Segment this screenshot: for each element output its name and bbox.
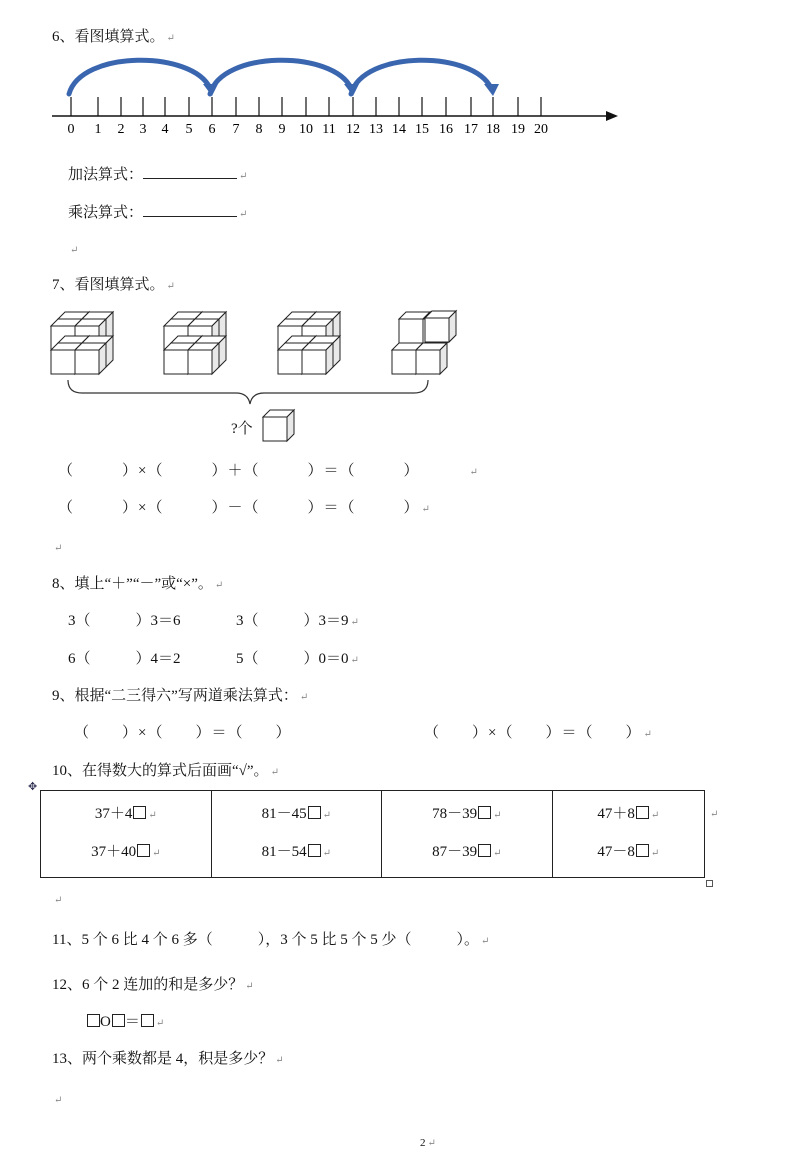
q8-item-4: 5（ ）0＝0 ↵ bbox=[236, 651, 359, 667]
q8-item-3: 6（ ）4＝2 bbox=[68, 651, 181, 667]
jump-arc bbox=[351, 60, 491, 94]
unit-cube bbox=[188, 343, 219, 374]
compare-item[interactable]: 87－39 ↵ bbox=[432, 844, 502, 860]
tick-label: 6 bbox=[208, 122, 216, 137]
q8-item-2: 3（ ）3＝9 ↵ bbox=[236, 613, 359, 629]
tick-label: 18 bbox=[486, 122, 500, 137]
unit-cube bbox=[425, 311, 456, 342]
jump-arc bbox=[69, 60, 210, 94]
unit-cube bbox=[75, 343, 106, 374]
q9-eq2: （ ）×（ ）＝（ ） ↵ bbox=[424, 725, 653, 741]
tick-label: 9 bbox=[278, 122, 286, 137]
add-answer-blank[interactable] bbox=[143, 164, 237, 179]
q7-row2: （ ）×（ ）－（ ）＝（ ） ↵ bbox=[58, 500, 431, 516]
operator-circle[interactable]: O bbox=[100, 1014, 111, 1030]
q9-eq1: （ ）×（ ）＝（ ） bbox=[74, 725, 292, 741]
jump-arrow-icon bbox=[484, 84, 499, 96]
q11-text: 11、5 个 6 比 4 个 6 多（ ），3 个 5 比 5 个 5 少（ ）。 ↵ bbox=[52, 932, 490, 948]
q12-title: 12、6 个 2 连加的和是多少？ ↵ bbox=[52, 977, 254, 993]
tick-label: 15 bbox=[415, 122, 429, 137]
page-number: 2 ↵ bbox=[420, 1137, 436, 1149]
check-box[interactable] bbox=[133, 806, 146, 819]
tick-label: 11 bbox=[322, 122, 336, 137]
q6-add-row: 加法算式： ↵ bbox=[68, 164, 247, 186]
compare-item[interactable]: 47＋8 ↵ bbox=[597, 806, 660, 822]
q10-title: 10、在得数大的算式后面画“√”。 ↵ bbox=[52, 763, 279, 779]
axis-arrow-icon bbox=[606, 111, 618, 121]
q8-title: 8、填上“＋”“－”或“×”。 ↵ bbox=[52, 576, 224, 592]
check-box[interactable] bbox=[478, 844, 491, 857]
mul-answer-blank[interactable] bbox=[143, 202, 237, 217]
compare-cell bbox=[382, 791, 553, 878]
tick-label: 2 bbox=[117, 122, 125, 137]
paragraph-mark: ↵ bbox=[710, 809, 719, 820]
check-box[interactable] bbox=[137, 844, 150, 857]
answer-box[interactable] bbox=[141, 1014, 154, 1027]
check-box[interactable] bbox=[308, 806, 321, 819]
q7-title: 7、看图填算式。 ↵ bbox=[52, 277, 175, 293]
unit-cube bbox=[302, 343, 333, 374]
table-move-handle-icon[interactable]: ✥ bbox=[28, 781, 38, 793]
q6-mul-row: 乘法算式： ↵ bbox=[68, 202, 247, 224]
tick-label: 17 bbox=[464, 122, 478, 137]
paragraph-mark: ↵ bbox=[54, 543, 63, 554]
q7-row1: （ ）×（ ）＋（ ）＝（ ） ↵ bbox=[58, 463, 479, 479]
check-box[interactable] bbox=[636, 844, 649, 857]
tick-label: 0 bbox=[67, 122, 75, 137]
compare-cell bbox=[211, 791, 382, 878]
tick-label: 19 bbox=[511, 122, 525, 137]
compare-cell bbox=[41, 791, 212, 878]
tick-label: 1 bbox=[94, 122, 102, 137]
answer-box[interactable] bbox=[87, 1014, 100, 1027]
compare-table bbox=[40, 790, 705, 878]
tick-label: 5 bbox=[185, 122, 193, 137]
paragraph-mark: ↵ bbox=[54, 1095, 63, 1106]
check-box[interactable] bbox=[308, 844, 321, 857]
paragraph-mark: ↵ bbox=[70, 245, 79, 256]
table-resize-handle[interactable] bbox=[706, 880, 713, 887]
tick-label: 13 bbox=[369, 122, 383, 137]
q7-question-label: ?个 bbox=[231, 421, 253, 437]
tick-label: 7 bbox=[232, 122, 240, 137]
compare-item[interactable]: 37＋40 ↵ bbox=[91, 844, 161, 860]
q6-title: 6、看图填算式。 ↵ bbox=[52, 29, 175, 45]
compare-item[interactable]: 78－39 ↵ bbox=[432, 806, 502, 822]
compare-cell bbox=[552, 791, 704, 878]
number-line-ticks bbox=[68, 97, 549, 137]
tick-label: 20 bbox=[534, 122, 548, 137]
q13-title: 13、两个乘数都是 4，积是多少？ ↵ bbox=[52, 1051, 284, 1067]
jump-arcs bbox=[69, 60, 499, 96]
check-box[interactable] bbox=[478, 806, 491, 819]
check-box[interactable] bbox=[636, 806, 649, 819]
q12-equation: O ＝ ↵ bbox=[86, 1013, 164, 1033]
single-unit-cube bbox=[263, 410, 294, 441]
compare-item[interactable]: 47－8 ↵ bbox=[597, 844, 660, 860]
tick-label: 8 bbox=[255, 122, 263, 137]
tick-label: 4 bbox=[161, 122, 169, 137]
compare-item[interactable]: 81－54 ↵ bbox=[261, 844, 331, 860]
brace bbox=[68, 380, 428, 404]
tick-label: 12 bbox=[346, 122, 360, 137]
cube-figure bbox=[51, 311, 456, 441]
q9-title: 9、根据“二三得六”写两道乘法算式： ↵ bbox=[52, 688, 309, 704]
tick-label: 10 bbox=[299, 122, 313, 137]
unit-cube bbox=[416, 343, 447, 374]
jump-arc bbox=[210, 60, 351, 94]
paragraph-mark: ↵ bbox=[54, 895, 63, 906]
tick-label: 14 bbox=[392, 122, 406, 137]
q8-item-1: 3（ ）3＝6 bbox=[68, 613, 181, 629]
tick-label: 16 bbox=[439, 122, 453, 137]
compare-item[interactable]: 81－45 ↵ bbox=[261, 806, 331, 822]
answer-box[interactable] bbox=[112, 1014, 125, 1027]
tick-label: 3 bbox=[139, 122, 147, 137]
compare-item[interactable]: 37＋4 ↵ bbox=[94, 806, 157, 822]
